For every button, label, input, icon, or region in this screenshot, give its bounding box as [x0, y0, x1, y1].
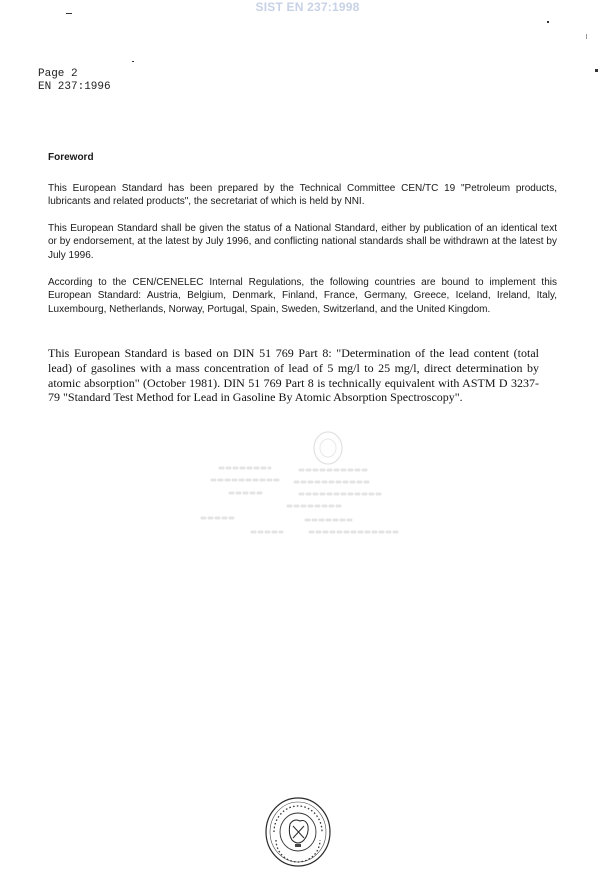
scan-speck	[595, 69, 598, 72]
foreword-paragraph: This European Standard shall be given the status of a National Standard, either by publication of an identical text or by endorsement, at the latest by July 1996, and conflicting national standards shall be withdrawn at the latest by July 1996.	[48, 223, 557, 261]
scan-speck	[547, 21, 549, 23]
basis-paragraph: This European Standard is based on DIN 51 769 Part 8: "Determination of the lead content (total lead) of gasolines with a mass concentration of lead of 5 mg/l to 25 mg/l, direct determination by atomic absorption" (October 1981). DIN 51 769 Part 8 is technically equivalent with ASTM D 3237-79 "Standard Test Method for Lead in Gasoline By Atomic Absorption Spectroscopy".	[48, 346, 539, 405]
foreword-paragraph: This European Standard has been prepared by the Technical Committee CEN/TC 19 "Petroleum products, lubricants and related products", the secretariat of which is held by NNI.	[48, 183, 557, 208]
document-id: EN 237:1996	[38, 80, 111, 93]
scan-speck	[586, 34, 587, 39]
page-header	[38, 68, 111, 93]
page-number: Page 2	[38, 68, 78, 80]
document-watermark: SIST EN 237:1998	[255, 0, 360, 14]
faint-stamp-bleed-through	[190, 420, 420, 550]
scan-speck	[66, 13, 72, 14]
scan-speck	[132, 61, 134, 62]
official-seal-stamp	[264, 796, 332, 868]
foreword-paragraph: According to the CEN/CENELEC Internal Regulations, the following countries are bound to implement this European Standard: Austria, Belgium, Denmark, Finland, France, Germany, Greece, Iceland, Ireland, Italy, Luxembourg, Netherlands, Norway, Portugal, Spain, Sweden, Switzerland, and the United Kingdom.	[48, 277, 557, 315]
section-title: Foreword	[48, 152, 94, 163]
